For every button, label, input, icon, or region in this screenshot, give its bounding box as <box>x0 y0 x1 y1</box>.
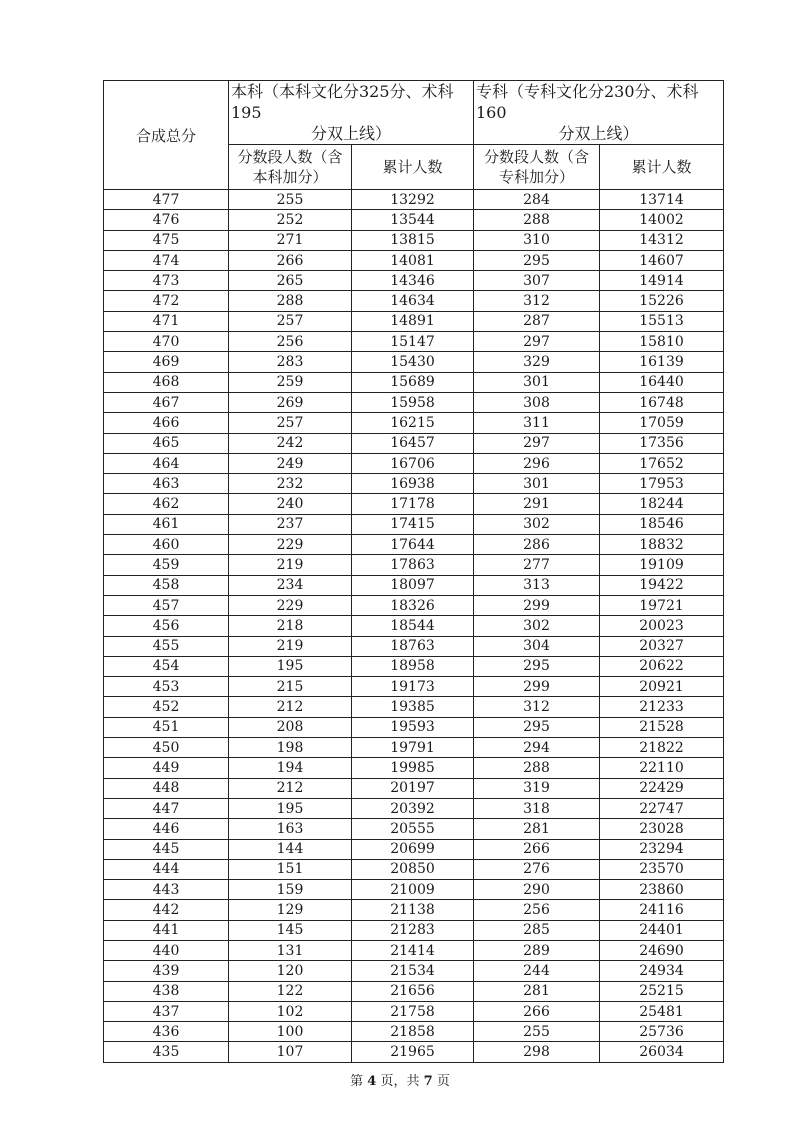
junior-cumulative-cell: 15226 <box>600 291 724 311</box>
undergrad-cumulative-cell: 15430 <box>352 352 474 372</box>
undergrad-segment-cell: 255 <box>229 190 352 210</box>
junior-segment-cell: 288 <box>474 210 600 230</box>
junior-segment-cell: 295 <box>474 656 600 676</box>
junior-cumulative-cell: 20921 <box>600 677 724 697</box>
undergrad-segment-header <box>229 145 352 190</box>
undergrad-cumulative-cell: 20699 <box>352 839 474 859</box>
undergrad-segment-cell: 259 <box>229 372 352 392</box>
undergrad-cumulative-cell: 20555 <box>352 819 474 839</box>
junior-cumulative-cell: 23294 <box>600 839 724 859</box>
junior-segment-cell: 287 <box>474 311 600 331</box>
junior-segment-cell: 297 <box>474 332 600 352</box>
undergrad-segment-cell: 288 <box>229 291 352 311</box>
undergrad-segment-cell: 252 <box>229 210 352 230</box>
junior-segment-cell: 256 <box>474 900 600 920</box>
junior-segment-cell: 301 <box>474 372 600 392</box>
undergrad-cumulative-cell: 13292 <box>352 190 474 210</box>
table-row <box>104 535 724 555</box>
page-footer <box>0 1070 800 1089</box>
junior-segment-cell: 302 <box>474 616 600 636</box>
total-score-cell: 468 <box>104 372 229 392</box>
junior-segment-header <box>474 145 600 190</box>
total-score-cell: 437 <box>104 1001 229 1021</box>
undergrad-segment-header-line2: 本科加分） <box>252 168 328 186</box>
undergrad-cumulative-cell: 20850 <box>352 859 474 879</box>
junior-cumulative-cell: 25736 <box>600 1022 724 1042</box>
undergrad-cumulative-cell: 14634 <box>352 291 474 311</box>
junior-segment-cell: 296 <box>474 453 600 473</box>
junior-segment-cell: 285 <box>474 920 600 940</box>
junior-segment-cell: 299 <box>474 595 600 615</box>
table-row <box>104 575 724 595</box>
total-score-cell: 465 <box>104 433 229 453</box>
table-row <box>104 453 724 473</box>
table-row <box>104 271 724 291</box>
junior-cumulative-cell: 22110 <box>600 758 724 778</box>
table-row <box>104 433 724 453</box>
junior-cumulative-cell: 17356 <box>600 433 724 453</box>
junior-segment-cell: 299 <box>474 677 600 697</box>
junior-cumulative-cell: 23570 <box>600 859 724 879</box>
undergrad-cumulative-cell: 16457 <box>352 433 474 453</box>
undergrad-segment-cell: 271 <box>229 230 352 250</box>
undergrad-cumulative-cell: 21534 <box>352 961 474 981</box>
total-score-cell: 438 <box>104 981 229 1001</box>
total-score-cell: 466 <box>104 413 229 433</box>
junior-cumulative-cell: 18244 <box>600 494 724 514</box>
table-row <box>104 961 724 981</box>
total-score-cell: 444 <box>104 859 229 879</box>
junior-segment-cell: 310 <box>474 230 600 250</box>
table-row <box>104 697 724 717</box>
junior-segment-header-line2: 专科加分） <box>498 168 574 186</box>
junior-segment-cell: 297 <box>474 433 600 453</box>
table-row <box>104 514 724 534</box>
undergrad-cumulative-cell: 21283 <box>352 920 474 940</box>
junior-segment-cell: 301 <box>474 474 600 494</box>
total-score-cell: 457 <box>104 595 229 615</box>
junior-cumulative-cell: 20327 <box>600 636 724 656</box>
total-score-cell: 477 <box>104 190 229 210</box>
undergrad-segment-cell: 159 <box>229 880 352 900</box>
junior-cumulative-cell: 17059 <box>600 413 724 433</box>
junior-cumulative-cell: 18546 <box>600 514 724 534</box>
undergrad-segment-cell: 145 <box>229 920 352 940</box>
junior-segment-cell: 312 <box>474 291 600 311</box>
junior-cumulative-cell: 17953 <box>600 474 724 494</box>
undergrad-group-header <box>229 81 474 145</box>
junior-cumulative-cell: 14002 <box>600 210 724 230</box>
table-row <box>104 900 724 920</box>
undergrad-segment-cell: 122 <box>229 981 352 1001</box>
junior-segment-cell: 308 <box>474 392 600 412</box>
undergrad-segment-cell: 240 <box>229 494 352 514</box>
table-row <box>104 413 724 433</box>
table-row <box>104 332 724 352</box>
junior-cumulative-cell: 20023 <box>600 616 724 636</box>
total-score-cell: 440 <box>104 940 229 960</box>
junior-cumulative-cell: 24116 <box>600 900 724 920</box>
undergrad-cumulative-cell: 16938 <box>352 474 474 494</box>
undergrad-cumulative-cell: 21656 <box>352 981 474 1001</box>
undergrad-segment-cell: 229 <box>229 535 352 555</box>
junior-cumulative-cell: 14607 <box>600 250 724 270</box>
junior-cumulative-cell: 14312 <box>600 230 724 250</box>
junior-cumulative-cell: 26034 <box>600 1042 724 1062</box>
undergrad-segment-cell: 212 <box>229 778 352 798</box>
total-score-cell: 459 <box>104 555 229 575</box>
undergrad-cumulative-cell: 21858 <box>352 1022 474 1042</box>
junior-segment-cell: 307 <box>474 271 600 291</box>
total-score-cell: 455 <box>104 636 229 656</box>
undergrad-segment-cell: 256 <box>229 332 352 352</box>
table-row <box>104 291 724 311</box>
total-score-cell: 460 <box>104 535 229 555</box>
undergrad-segment-cell: 195 <box>229 656 352 676</box>
undergrad-segment-cell: 237 <box>229 514 352 534</box>
undergrad-segment-cell: 100 <box>229 1022 352 1042</box>
undergrad-segment-cell: 234 <box>229 575 352 595</box>
table-row <box>104 1042 724 1062</box>
total-score-cell: 470 <box>104 332 229 352</box>
junior-cumulative-cell: 19109 <box>600 555 724 575</box>
junior-segment-cell: 319 <box>474 778 600 798</box>
undergrad-segment-cell: 215 <box>229 677 352 697</box>
undergrad-cumulative-cell: 19985 <box>352 758 474 778</box>
junior-cumulative-cell: 19721 <box>600 595 724 615</box>
total-score-cell: 442 <box>104 900 229 920</box>
undergrad-segment-cell: 102 <box>229 1001 352 1021</box>
junior-segment-cell: 277 <box>474 555 600 575</box>
total-score-cell: 472 <box>104 291 229 311</box>
undergrad-cumulative-cell: 20197 <box>352 778 474 798</box>
table-row <box>104 372 724 392</box>
undergrad-cumulative-header: 累计人数 <box>352 145 474 190</box>
junior-segment-cell: 288 <box>474 758 600 778</box>
junior-cumulative-cell: 15513 <box>600 311 724 331</box>
total-score-cell: 451 <box>104 717 229 737</box>
junior-cumulative-cell: 23860 <box>600 880 724 900</box>
undergrad-segment-cell: 194 <box>229 758 352 778</box>
table-row <box>104 677 724 697</box>
table-row <box>104 311 724 331</box>
total-score-cell: 446 <box>104 819 229 839</box>
total-score-cell: 462 <box>104 494 229 514</box>
total-score-cell: 439 <box>104 961 229 981</box>
undergrad-cumulative-cell: 21965 <box>352 1042 474 1062</box>
junior-segment-cell: 289 <box>474 940 600 960</box>
undergrad-cumulative-cell: 15147 <box>352 332 474 352</box>
junior-cumulative-cell: 24401 <box>600 920 724 940</box>
undergrad-cumulative-cell: 17178 <box>352 494 474 514</box>
total-score-cell: 435 <box>104 1042 229 1062</box>
undergrad-segment-cell: 219 <box>229 555 352 575</box>
table-row <box>104 595 724 615</box>
table-row <box>104 1022 724 1042</box>
total-score-cell: 441 <box>104 920 229 940</box>
undergrad-segment-cell: 131 <box>229 940 352 960</box>
table-row <box>104 250 724 270</box>
total-score-cell: 449 <box>104 758 229 778</box>
junior-cumulative-cell: 13714 <box>600 190 724 210</box>
junior-cumulative-cell: 22429 <box>600 778 724 798</box>
table-body <box>104 190 724 1063</box>
table-row <box>104 616 724 636</box>
total-score-cell: 450 <box>104 738 229 758</box>
table-row <box>104 859 724 879</box>
table-row <box>104 230 724 250</box>
table-row <box>104 738 724 758</box>
undergrad-segment-cell: 232 <box>229 474 352 494</box>
undergrad-cumulative-cell: 18544 <box>352 616 474 636</box>
footer-page-number: 4 <box>367 1074 377 1089</box>
undergrad-cumulative-cell: 17415 <box>352 514 474 534</box>
undergrad-cumulative-cell: 14891 <box>352 311 474 331</box>
junior-segment-cell: 276 <box>474 859 600 879</box>
undergrad-segment-cell: 120 <box>229 961 352 981</box>
total-score-cell: 473 <box>104 271 229 291</box>
undergrad-cumulative-cell: 21009 <box>352 880 474 900</box>
junior-cumulative-cell: 21822 <box>600 738 724 758</box>
table-row <box>104 1001 724 1021</box>
junior-cumulative-cell: 24934 <box>600 961 724 981</box>
undergrad-group-header-line2: 分双上线） <box>310 124 391 143</box>
undergrad-segment-cell: 107 <box>229 1042 352 1062</box>
undergrad-segment-header-line1: 分数段人数（含 <box>237 148 343 166</box>
undergrad-segment-cell: 257 <box>229 311 352 331</box>
total-score-cell: 453 <box>104 677 229 697</box>
total-score-cell: 461 <box>104 514 229 534</box>
junior-cumulative-cell: 16748 <box>600 392 724 412</box>
junior-segment-cell: 284 <box>474 190 600 210</box>
total-score-cell: 452 <box>104 697 229 717</box>
junior-segment-cell: 298 <box>474 1042 600 1062</box>
table-row <box>104 880 724 900</box>
undergrad-segment-cell: 283 <box>229 352 352 372</box>
table-row <box>104 636 724 656</box>
junior-segment-cell: 311 <box>474 413 600 433</box>
junior-segment-cell: 291 <box>474 494 600 514</box>
junior-segment-cell: 329 <box>474 352 600 372</box>
junior-cumulative-cell: 20622 <box>600 656 724 676</box>
undergrad-segment-cell: 198 <box>229 738 352 758</box>
undergrad-cumulative-cell: 16706 <box>352 453 474 473</box>
undergrad-segment-cell: 242 <box>229 433 352 453</box>
undergrad-cumulative-cell: 19593 <box>352 717 474 737</box>
junior-segment-cell: 266 <box>474 1001 600 1021</box>
junior-segment-cell: 281 <box>474 819 600 839</box>
junior-group-header-line2: 分双上线） <box>558 124 639 143</box>
score-distribution-table <box>103 80 724 1063</box>
undergrad-cumulative-cell: 19791 <box>352 738 474 758</box>
undergrad-segment-cell: 269 <box>229 392 352 412</box>
total-score-cell: 445 <box>104 839 229 859</box>
undergrad-segment-cell: 129 <box>229 900 352 920</box>
table-row <box>104 717 724 737</box>
junior-segment-cell: 318 <box>474 798 600 818</box>
undergrad-cumulative-cell: 17863 <box>352 555 474 575</box>
total-score-cell: 467 <box>104 392 229 412</box>
junior-segment-cell: 286 <box>474 535 600 555</box>
total-score-cell: 458 <box>104 575 229 595</box>
undergrad-cumulative-cell: 21414 <box>352 940 474 960</box>
undergrad-group-header-line1: 本科（本科文化分325分、术科195 <box>231 82 454 122</box>
junior-cumulative-cell: 24690 <box>600 940 724 960</box>
table-row <box>104 778 724 798</box>
table-row <box>104 920 724 940</box>
undergrad-cumulative-cell: 14081 <box>352 250 474 270</box>
total-score-cell: 463 <box>104 474 229 494</box>
junior-segment-cell: 266 <box>474 839 600 859</box>
undergrad-segment-cell: 266 <box>229 250 352 270</box>
junior-cumulative-cell: 25481 <box>600 1001 724 1021</box>
junior-segment-header-line1: 分数段人数（含 <box>483 148 589 166</box>
undergrad-segment-cell: 257 <box>229 413 352 433</box>
undergrad-segment-cell: 163 <box>229 819 352 839</box>
footer-total-pages: 7 <box>423 1074 433 1089</box>
undergrad-segment-cell: 218 <box>229 616 352 636</box>
total-score-cell: 476 <box>104 210 229 230</box>
junior-segment-cell: 295 <box>474 250 600 270</box>
junior-segment-cell: 302 <box>474 514 600 534</box>
undergrad-cumulative-cell: 15958 <box>352 392 474 412</box>
undergrad-cumulative-cell: 20392 <box>352 798 474 818</box>
junior-cumulative-header: 累计人数 <box>600 145 724 190</box>
undergrad-segment-cell: 249 <box>229 453 352 473</box>
junior-segment-cell: 290 <box>474 880 600 900</box>
undergrad-segment-cell: 208 <box>229 717 352 737</box>
footer-suffix: 页 <box>436 1074 450 1089</box>
junior-cumulative-cell: 21528 <box>600 717 724 737</box>
undergrad-cumulative-cell: 19173 <box>352 677 474 697</box>
table-row <box>104 819 724 839</box>
table-row <box>104 656 724 676</box>
undergrad-segment-cell: 265 <box>229 271 352 291</box>
table-row <box>104 798 724 818</box>
junior-segment-cell: 304 <box>474 636 600 656</box>
undergrad-segment-cell: 219 <box>229 636 352 656</box>
junior-segment-cell: 312 <box>474 697 600 717</box>
undergrad-cumulative-cell: 21138 <box>352 900 474 920</box>
undergrad-cumulative-cell: 17644 <box>352 535 474 555</box>
undergrad-cumulative-cell: 13815 <box>352 230 474 250</box>
table-row <box>104 190 724 210</box>
table-row <box>104 474 724 494</box>
undergrad-segment-cell: 151 <box>229 859 352 879</box>
junior-cumulative-cell: 25215 <box>600 981 724 1001</box>
junior-cumulative-cell: 23028 <box>600 819 724 839</box>
undergrad-segment-cell: 195 <box>229 798 352 818</box>
table-row <box>104 555 724 575</box>
junior-cumulative-cell: 18832 <box>600 535 724 555</box>
footer-middle: 页，共 <box>380 1074 420 1089</box>
junior-segment-cell: 294 <box>474 738 600 758</box>
junior-segment-cell: 281 <box>474 981 600 1001</box>
total-score-cell: 474 <box>104 250 229 270</box>
undergrad-segment-cell: 144 <box>229 839 352 859</box>
junior-segment-cell: 244 <box>474 961 600 981</box>
footer-prefix: 第 <box>350 1074 364 1089</box>
junior-cumulative-cell: 16139 <box>600 352 724 372</box>
junior-cumulative-cell: 15810 <box>600 332 724 352</box>
undergrad-segment-cell: 229 <box>229 595 352 615</box>
undergrad-cumulative-cell: 18097 <box>352 575 474 595</box>
undergrad-cumulative-cell: 18326 <box>352 595 474 615</box>
undergrad-cumulative-cell: 21758 <box>352 1001 474 1021</box>
junior-segment-cell: 255 <box>474 1022 600 1042</box>
undergrad-segment-cell: 212 <box>229 697 352 717</box>
junior-group-header-line1: 专科（专科文化分230分、术科160 <box>476 82 699 122</box>
junior-cumulative-cell: 14914 <box>600 271 724 291</box>
table-row <box>104 981 724 1001</box>
undergrad-cumulative-cell: 19385 <box>352 697 474 717</box>
undergrad-cumulative-cell: 15689 <box>352 372 474 392</box>
total-score-cell: 464 <box>104 453 229 473</box>
total-score-cell: 454 <box>104 656 229 676</box>
table-row <box>104 352 724 372</box>
table-row <box>104 940 724 960</box>
undergrad-cumulative-cell: 18958 <box>352 656 474 676</box>
total-score-cell: 436 <box>104 1022 229 1042</box>
undergrad-cumulative-cell: 16215 <box>352 413 474 433</box>
total-score-cell: 448 <box>104 778 229 798</box>
total-score-cell: 443 <box>104 880 229 900</box>
total-score-cell: 456 <box>104 616 229 636</box>
junior-segment-cell: 295 <box>474 717 600 737</box>
table-row <box>104 758 724 778</box>
table-row <box>104 839 724 859</box>
total-score-cell: 471 <box>104 311 229 331</box>
junior-segment-cell: 313 <box>474 575 600 595</box>
junior-cumulative-cell: 21233 <box>600 697 724 717</box>
table-row <box>104 392 724 412</box>
undergrad-cumulative-cell: 14346 <box>352 271 474 291</box>
total-score-header: 合成总分 <box>104 81 229 190</box>
junior-cumulative-cell: 16440 <box>600 372 724 392</box>
undergrad-cumulative-cell: 18763 <box>352 636 474 656</box>
junior-cumulative-cell: 19422 <box>600 575 724 595</box>
total-score-cell: 469 <box>104 352 229 372</box>
total-score-cell: 447 <box>104 798 229 818</box>
junior-cumulative-cell: 17652 <box>600 453 724 473</box>
table-row <box>104 210 724 230</box>
junior-cumulative-cell: 22747 <box>600 798 724 818</box>
junior-group-header <box>474 81 724 145</box>
undergrad-cumulative-cell: 13544 <box>352 210 474 230</box>
table-row <box>104 494 724 514</box>
total-score-cell: 475 <box>104 230 229 250</box>
